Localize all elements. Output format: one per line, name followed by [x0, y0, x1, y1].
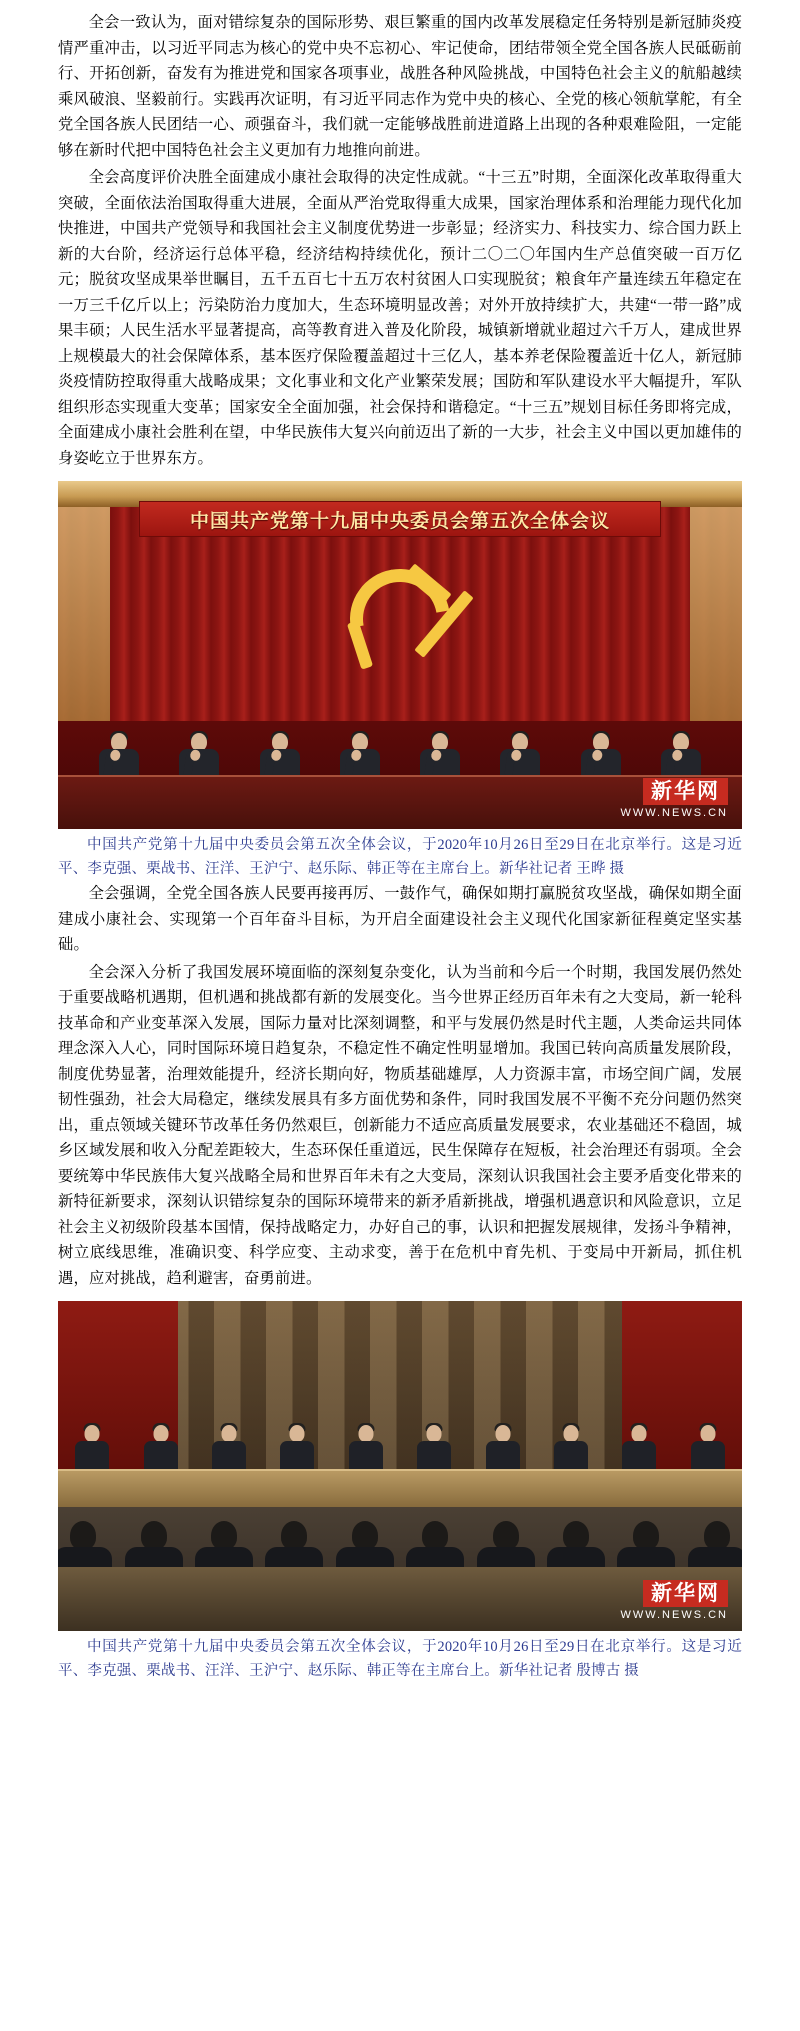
- xinhua-watermark: [620, 778, 728, 819]
- presidium-person: [549, 1423, 593, 1475]
- party-emblem-icon: [340, 563, 460, 673]
- xinhua-watermark: [620, 1580, 728, 1621]
- figure-1: [58, 481, 742, 881]
- presidium-seated-row: [88, 719, 712, 781]
- paragraph-3: 全会强调，全党全国各族人民要再接再厉、一鼓作气，确保如期打赢脱贫攻坚战，确保如期全面建成小康社会、实现第一个百年奋斗目标，为开启全面建设社会主义现代化国家新征程奠定坚实基础。: [58, 885, 742, 953]
- figure-2-caption: 中国共产党第十九届中央委员会第五次全体会议，于2020年10月26日至29日在北京举行。这是习近平、李克强、栗战书、汪洋、王沪宁、赵乐际、韩正等在主席台上。新华社记者 殷博古 摄: [58, 1639, 742, 1679]
- presidium-person: [70, 1423, 114, 1475]
- figure-2: [58, 1301, 742, 1683]
- presidium-person: [207, 1423, 251, 1475]
- plenary-session-hall-photo: [58, 1301, 742, 1631]
- seated-person: [88, 719, 150, 781]
- presidium-person: [275, 1423, 319, 1475]
- watermark-url-text: WWW.NEWS.CN: [620, 1609, 728, 1621]
- figure-1-image: [58, 481, 742, 829]
- session-banner-text: 中国共产党第十九届中央委员会第五次全体会议: [189, 510, 610, 532]
- watermark-logo-text: 新华网: [643, 1580, 728, 1607]
- session-banner: [139, 501, 661, 537]
- seated-person: [650, 719, 712, 781]
- seated-person: [249, 719, 311, 781]
- presidium-person: [412, 1423, 456, 1475]
- plenary-session-stage-photo: [58, 481, 742, 829]
- right-wall-panel: [690, 507, 742, 722]
- presidium-person: [344, 1423, 388, 1475]
- paragraph-2: 全会高度评价决胜全面建成小康社会取得的决定性成就。“十三五”时期，全面深化改革取得重大突破，全面依法治国取得重大进展，全面从严治党取得重大成果，国家治理体系和治理能力现代化加快推进，中国共产党领导和我国社会主义制度优势进一步彰显；经济实力、科技实力、综合国力跃上新的大台阶，经济运行总体平稳，经济结构持续优化，预计二〇二〇年国内生产总值突破一百万亿元；脱贫攻坚成果举世瞩目，五千五百七十五万农村贫困人口实现脱贫；粮食年产量连续五年稳定在一万三千亿斤以上；污染防治力度加大，生态环境明显改善；对外开放持续扩大，共建“一带一路”成果丰硕；人民生活水平显著提高，高等教育进入普及化阶段，城镇新增就业超过六千万人，建成世界上规模最大的社会保障体系，基本医疗保险覆盖超过十三亿人，基本养老保险覆盖近十亿人，新冠肺炎疫情防控取得重大战略成果；文化事业和文化产业繁荣发展；国防和军队建设水平大幅提升，军队组织形态实现重大变革；国家安全全面加强，社会保持和谐稳定。“十三五”规划目标任务即将完成，全面建成小康社会胜利在望，中华民族伟大复兴向前迈出了新的一大步，社会主义中国以更加雄伟的身姿屹立于世界东方。: [58, 169, 742, 467]
- watermark-logo-text: 新华网: [643, 778, 728, 805]
- watermark-url-text: WWW.NEWS.CN: [620, 807, 728, 819]
- seated-person: [570, 719, 632, 781]
- seated-person: [409, 719, 471, 781]
- figure-1-caption: 中国共产党第十九届中央委员会第五次全体会议，于2020年10月26日至29日在北京举行。这是习近平、李克强、栗战书、汪洋、王沪宁、赵乐际、韩正等在主席台上。新华社记者 王晔 摄: [58, 837, 742, 877]
- figure-2-image: [58, 1301, 742, 1631]
- presidium-person: [686, 1423, 730, 1475]
- seated-person: [168, 719, 230, 781]
- paragraph-4: 全会深入分析了我国发展环境面临的深刻复杂变化，认为当前和今后一个时期，我国发展仍然处于重要战略机遇期，但机遇和挑战都有新的发展变化。当今世界正经历百年未有之大变局，新一轮科技革命和产业变革深入发展，国际力量对比深刻调整，和平与发展仍然是时代主题，人类命运共同体理念深入人心，同时国际环境日趋复杂，不稳定性不确定性明显增加。我国已转向高质量发展阶段，制度优势显著，治理效能提升，经济长期向好，物质基础雄厚，人力资源丰富，市场空间广阔，发展韧性强劲，社会大局稳定，继续发展具有多方面优势和条件，同时我国发展不平衡不充分问题仍然突出，重点领域关键环节改革任务仍然艰巨，创新能力不适应高质量发展要求，农业基础还不稳固，城乡区域发展和收入分配差距较大，生态环保任重道远，民生保障存在短板，社会治理还有弱项。全会要统筹中华民族伟大复兴战略全局和世界百年未有之大变局，深刻认识我国社会主要矛盾变化带来的新特征新要求，深刻认识错综复杂的国际环境带来的新矛盾新挑战，增强机遇意识和风险意识，立足社会主义初级阶段基本国情，保持战略定力，办好自己的事，认识和把握发展规律，发扬斗争精神，树立底线思维，准确识变、科学应变、主动求变，善于在危机中育先机、于变局中开新局，抓住机遇，应对挑战，趋利避害，奋勇前进。: [58, 963, 742, 1287]
- paragraph-1: 全会一致认为，面对错综复杂的国际形势、艰巨繁重的国内改革发展稳定任务特别是新冠肺炎疫情严重冲击，以习近平同志为核心的党中央不忘初心、牢记使命，团结带领全党全国各族人民砥砺前行、开拓创新，奋发有为推进党和国家各项事业，战胜各种风险挑战，中国特色社会主义的航船越续乘风破浪、坚毅前行。实践再次证明，有习近平同志作为党中央的核心、全党的核心领航掌舵，有全党全国各族人民团结一心、顽强奋斗，我们就一定能够战胜前进道路上出现的各种艰难险阻，一定能够在新时代把中国特色社会主义更加有力地推向前进。: [58, 14, 742, 159]
- presidium-person: [481, 1423, 525, 1475]
- seated-person: [329, 719, 391, 781]
- left-wall-panel: [58, 507, 110, 722]
- seated-person: [489, 719, 551, 781]
- presidium-person: [139, 1423, 183, 1475]
- presidium-person: [617, 1423, 661, 1475]
- presidium-row: [58, 1419, 742, 1475]
